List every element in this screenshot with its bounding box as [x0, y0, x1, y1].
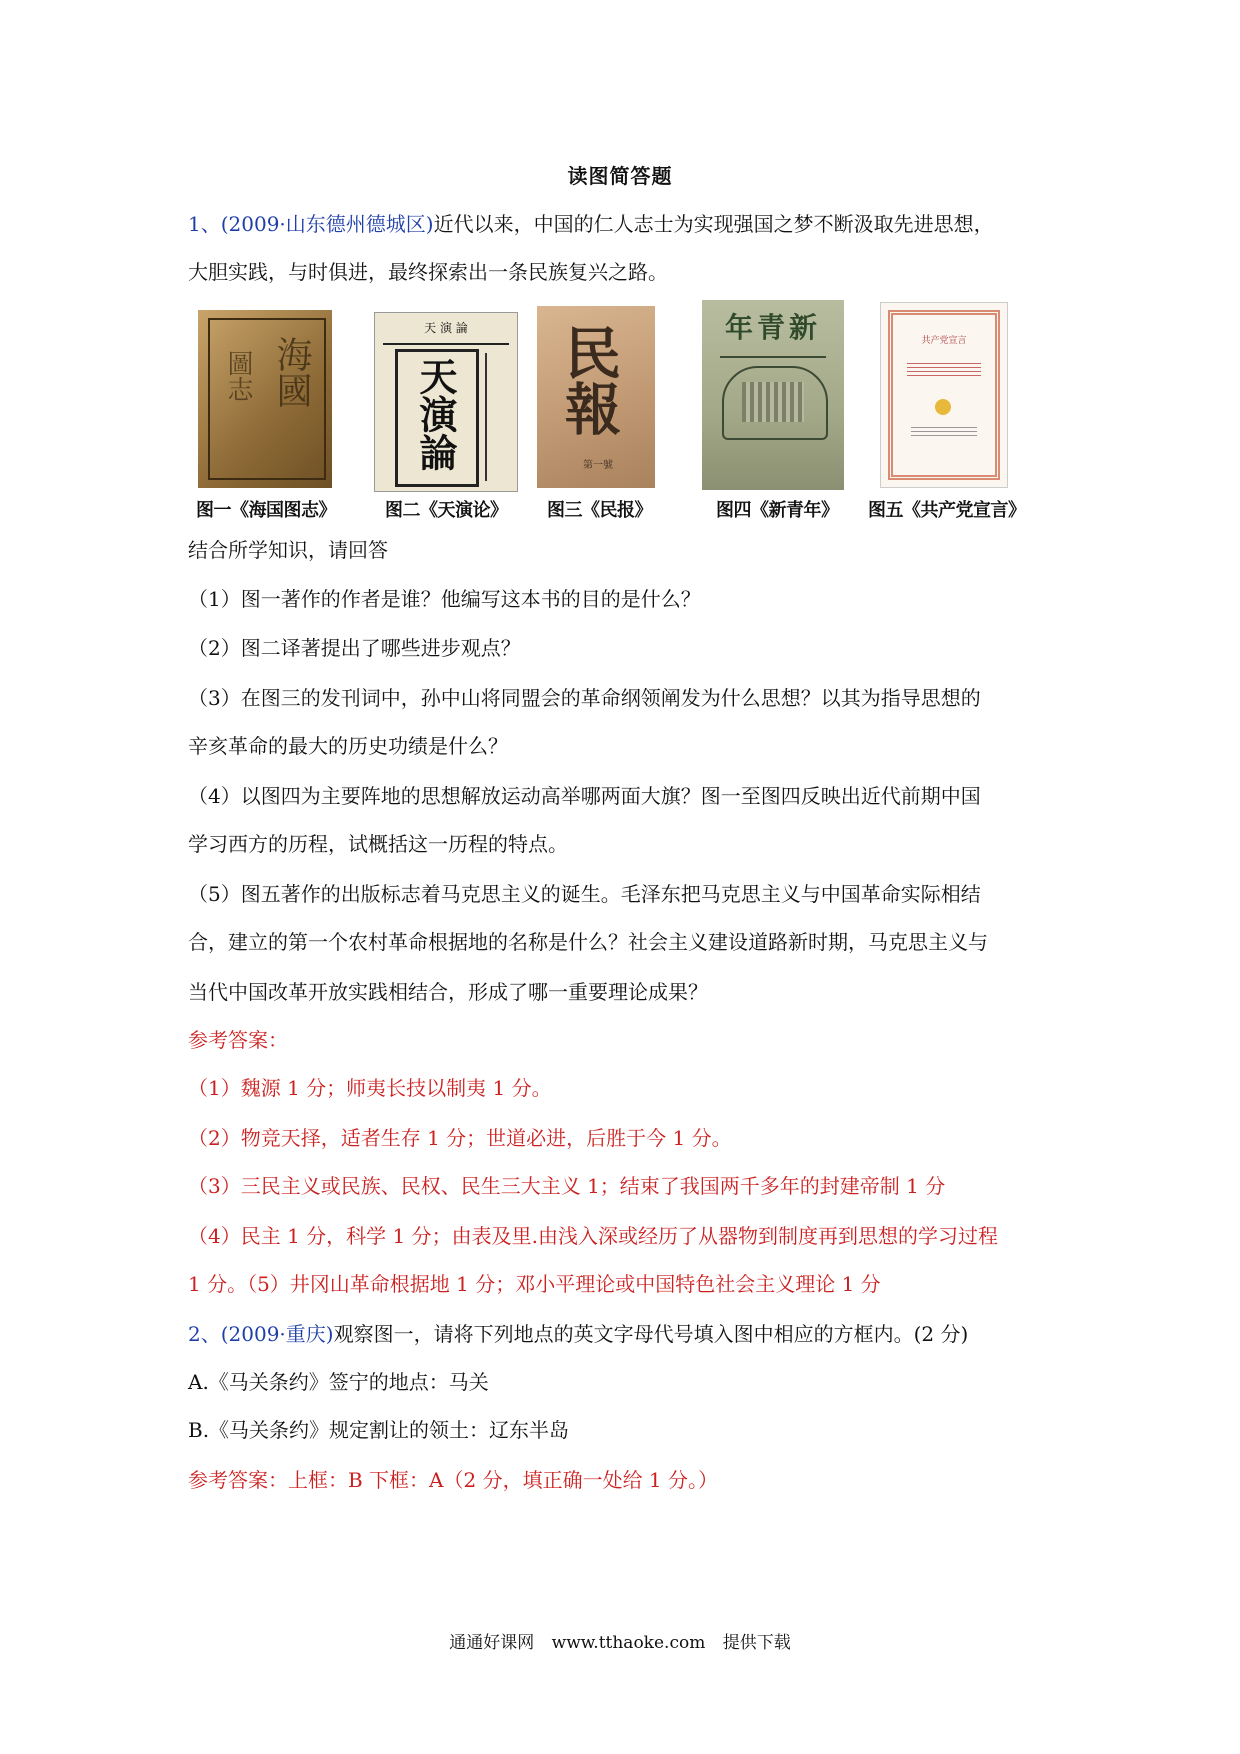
question-2-option-b: B.《马关条约》规定割让的领土：辽东半岛	[188, 1418, 570, 1442]
page-footer	[0, 1628, 1240, 1653]
footer-url[interactable]: www.tthaoke.com	[551, 1633, 706, 1653]
question-1-sub-3-line1: （3）在图三的发刊词中，孙中山将同盟会的革命纲领阐发为什么思想？以其为指导思想的	[188, 686, 981, 710]
question-1-intro	[188, 210, 994, 238]
figure-3-caption: 图三《民报》	[547, 500, 652, 521]
figure-2-caption: 图二《天演论》	[385, 500, 508, 521]
figure-4-image: 年青新	[702, 300, 844, 490]
question-1-sub-3-line2: 辛亥革命的最大的历史功绩是什么？	[188, 734, 508, 758]
figure-4-caption: 图四《新青年》	[716, 500, 839, 521]
answer-1-heading: 参考答案：	[188, 1028, 288, 1052]
figure-2-image: 天 演 論 天演論	[374, 312, 518, 492]
figure-3-image: 民報 第一號	[537, 306, 655, 488]
question-1-sub-4-line2: 学习西方的历程，试概括这一历程的特点。	[188, 832, 568, 856]
question-1-sub-5-line3: 当代中国改革开放实践相结合，形成了哪一重要理论成果？	[188, 980, 708, 1004]
footer-site-name: 通通好课网	[449, 1633, 535, 1653]
figure-5-image: 共产党宣言	[880, 302, 1008, 488]
answer-1-line-1: （1）魏源 1 分；师夷长技以制夷 1 分。	[188, 1076, 552, 1100]
footer-note: 提供下载	[722, 1633, 791, 1653]
question-1-sub-4-line1: （4）以图四为主要阵地的思想解放运动高举哪两面大旗？图一至图四反映出近代前期中国	[188, 784, 981, 808]
question-2-source: 2、(2009·重庆)	[188, 1322, 334, 1346]
question-2-option-a: A.《马关条约》签宁的地点：马关	[188, 1370, 489, 1394]
answer-1-line-4: （4）民主 1 分，科学 1 分；由表及里.由浅入深或经历了从器物到制度再到思想的学习过程	[188, 1224, 998, 1248]
page-title: 读图简答题	[567, 164, 673, 188]
answer-1-line-3: （3）三民主义或民族、民权、民生三大主义 1；结束了我国两千多年的封建帝制 1 分	[188, 1174, 946, 1198]
question-1-sub-2: （2）图二译著提出了哪些进步观点？	[188, 636, 521, 660]
question-1-text-line2: 大胆实践，与时俱进，最终探索出一条民族复兴之路。	[188, 260, 668, 284]
figure-1-image: 海國 圖志	[198, 310, 332, 488]
question-1-sub-1: （1）图一著作的作者是谁？他编写这本书的目的是什么？	[188, 587, 701, 611]
figure-5-caption: 图五《共产党宣言》	[868, 500, 1026, 521]
figure-1-caption: 图一《海国图志》	[196, 500, 336, 521]
question-2-intro	[188, 1320, 968, 1348]
question-1-prompt: 结合所学知识，请回答	[188, 538, 388, 562]
question-1-text-line1: 近代以来，中国的仁人志士为实现强国之梦不断汲取先进思想，	[433, 212, 994, 236]
question-2-text: 观察图一，请将下列地点的英文字母代号填入图中相应的方框内。(2 分)	[333, 1322, 969, 1346]
question-1-sub-5-line2: 合，建立的第一个农村革命根据地的名称是什么？社会主义建设道路新时期，马克思主义与	[188, 930, 988, 954]
question-1-source: 1、(2009·山东德州德城区)	[188, 212, 434, 236]
question-1-sub-5-line1: （5）图五著作的出版标志着马克思主义的诞生。毛泽东把马克思主义与中国革命实际相结	[188, 882, 981, 906]
answer-2: 参考答案：上框：B 下框：A（2 分，填正确一处给 1 分。）	[188, 1468, 719, 1492]
answer-1-line-5: 1 分。（5）井冈山革命根据地 1 分；邓小平理论或中国特色社会主义理论 1 分	[188, 1272, 881, 1296]
answer-1-line-2: （2）物竞天择，适者生存 1 分；世道必进，后胜于今 1 分。	[188, 1126, 732, 1150]
